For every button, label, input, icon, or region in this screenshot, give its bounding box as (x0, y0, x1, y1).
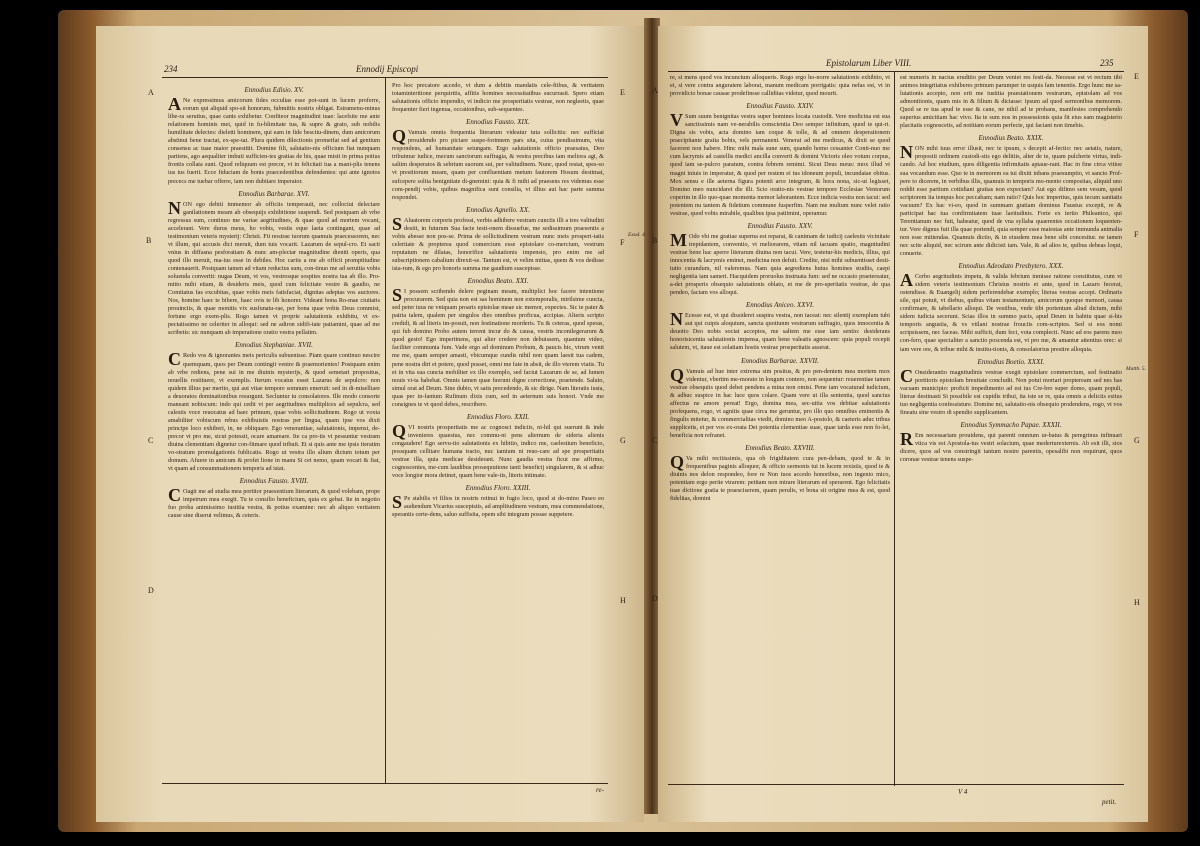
drop-capital: Q (670, 452, 685, 473)
drop-capital: Q (392, 126, 407, 147)
right-catchword: petit. (1102, 798, 1117, 806)
left-catchword: re- (596, 786, 604, 794)
letter-paragraph (392, 492, 604, 519)
drop-capital: C (168, 485, 181, 506)
drop-capital: A (168, 94, 181, 115)
paragraph-text: Pro hoc precatore accedo, vt dum a debitis mandatis cele-ftibus, & veritatem totaminteritione perquiritis, affitis homines necessitatibus sucurrasit. Spero etiam salutationis officio impendio, vt indicio me prosperitatis vestrae, non negleetis, quae frequenter fieri ingenua, occationibus, sub-sequentes. (392, 82, 604, 114)
letter-heading: Ennodius Fausto. XIX. (466, 118, 530, 127)
letter-paragraph (900, 365, 1122, 417)
right-foot-rule (668, 784, 1124, 785)
drop-capital: Q (392, 420, 407, 441)
letter-heading: Ennodius Beato. XXIX. (978, 134, 1044, 143)
left-margin-letter-h: H (620, 596, 626, 605)
right-margin-letter-g: G (1134, 436, 1140, 445)
paragraph-text: Em necessariam prouidens, qui parenti omnium ur-batus & peregrinus infinuari vtica vis est Apostola-tus vestri solacium, quae mederturexternis. Ab esit illi, sios dicere, quos ad vos constringit tantum nostre parentis, opesalibi non requirunt, quos coronae vestrae tenens suspe- (900, 431, 1122, 464)
letter-paragraph (392, 420, 604, 480)
right-margin-letter-e: E (1134, 72, 1139, 81)
letter-paragraph (900, 428, 1122, 464)
letter-paragraph (168, 349, 380, 473)
letter-heading: Ennodius Aniceo. XXVI. (746, 301, 814, 310)
paragraph-text: est numeris in nacius eruditio per Deum veniet res festi-da. Necesse est vt rectum tibi animos integritatus exhiberes primum parumper in usquis fam tenentis. Ergo hunc me sa-lutationis accepto, non erit me iustitia praestationem vestrarum, epistolam ad vos admonitionis, quam mis in & filium & dictasse: ipsum ad quod sermonibus memorem. Quod se re tua apud te esse & cane, ne nihil ad te probans, manifestes comprehendo superius amicitiam hac vivo. Ita te sum nos in possessionis quia fit eius eam magisterio placitatis cognoscetis, ad notitiam eorum perfecte, qui faciant non timebis. (900, 74, 1122, 130)
letter-paragraph (392, 82, 604, 114)
left-page (96, 26, 647, 822)
left-margin-letter-a: A (148, 88, 154, 97)
right-margin-letter-a: A (652, 86, 658, 95)
left-margin-letter-c: C (148, 436, 154, 445)
letter-heading: Ennodius Beato. XXVIII. (745, 443, 815, 452)
left-margin-letter-b: B (146, 236, 152, 245)
letter-paragraph (168, 197, 380, 338)
paragraph-text: Ne expressimus amicorum fides occultas esse pot-sunt in lucem proferre, eorum qui aliquid spo-sit honorum, fubmittis nostris obligat. Estramenu-minus libe-ra seruitus, quae cants exhibetur. Confiteor magnitudini tuae: lacefsite me ante relationem hominis mei, quid in fu-blimitate tua, & supre & grato, sub nobilis humilitate delectes: dieletti hominem, qui eam in fide bescitu-dinem, dum amicorum abstinui bene tractat, ex-spe-tat. Plura quidem dilectionis prometfat sed ad gentium consensu ac tuae maior praestitit. Domine fili, salutatio-nis officium fiat nunquam partiens, ago aequaliter imbuti sufficien-tes gratias de his, quae misti in prima potius frontis collata sunt. Quod reliquum est precor, vt in felicitati tua a mani-plis tenens ius ius fuerit. Ecce fiduciam de bonis praecedentibus defendentes: qui ante ignotos prececs me tuebar offerre, iam non dubitare imperator. (168, 97, 380, 185)
letter-heading: Ennodius Symmacho Papae. XXXII. (960, 420, 1062, 429)
paragraph-text: Va mihi recitissimis, qua ob frigiditatem cura pen-debam, quod te & in frequentibus paginis alloquor, & officio sermonis tui in lucem rexistis, quod te & diuinis nos delon respondeo, fore re Non tuos accedo honoribus, non ingenio mico, potentiam ergo perite vtrarem: petitam non mirare literarum ed sperarent. Ego felicitatis tuae dictione gratia te praesciserem, quam perulis, vt bona sit origine mea & est, quod fidelitas, domini (670, 455, 890, 503)
letter-heading: Ennodius Barbarae. XVI. (238, 189, 310, 198)
left-running-head: Ennodij Episcopi (356, 64, 419, 74)
drop-capital: Q (670, 364, 685, 385)
letter-heading: Ennodius Floro. XXII. (466, 412, 530, 421)
letter-paragraph (670, 364, 890, 440)
right-margin-letter-b: B (652, 236, 658, 245)
paragraph-text: Sum suum benignitas vestra super homines locata custodit. Vere medicina est sua sanctissimis nam ve-nerabilis conscientia Deo semper infinitum, quod te qui-ri. Digna sis vobis, acta domino iam coque & tolle, & ad omnem desperationem praecipitante gratia bobis, vels permanent. Venerat ad me medicus, & dixit se quod facerent non habere. Hinc mihi mala sune sum, quando homo cessanter Conti-nuo me cum lacrymis ad castellis medici ancilla converti & domini Victoris oleo votum corpus, quod iam se-pulcro paratum, contra febrem remimi. Sicut Deus meus: mox illud vt magni iniuis in imperatur, & quod per restem ei tus idoneum populi, incundatae obitus. Mox sensu e ille aeterna figura potenti arce integrum, & hora nona, sic-ut legisset, Domino meo nuncidaret die illi. Scio oratio-nis vestrae tempore Ecclesiae Ventorum coperim in illo quo-quae momenta memor laborantem. Ecce indicia vestra non tacui: sed potentem nu tantem & fidetium commune fusperfim. Nam me multum nunc velet ratio vestrae, quod vobis mirabile, qualibus ipsa patiimini, operamur. (670, 113, 890, 217)
drop-capital: M (670, 229, 687, 250)
paragraph-text: Pe stabilis vt filios in nostris retinui in fugio loco, quod si do-mino Paseo eo audiendum Vicarius suscepistis, ad amplitudinem vestram, mea commendatione, sperantis certe-dens, saluo suffisita, opem sibi integram possse suppetere. (392, 495, 604, 519)
left-column-1 (168, 82, 380, 782)
paragraph-text: Ecesse est, vt qui dissideret suspira vestra, non taceat: nec silentij exemplum tubi aut qui cuipis aloquium, sancta quotiunm vestrarum suffragio, quos innocentia & deuotio Deo nobis sociat acceptos, me saltem me esse iam sentio: desiderans honorisicentia salutationis impensa, quam bene valeatis agnoscere: quia populi recepit salutem, vt, itaue est solatiam hostis vestrae prosperitatis asserat. (670, 312, 890, 352)
drop-capital: S (392, 285, 403, 306)
paragraph-text: Oagit me ad studia mea portitor praesentium literarum, & quod volebam, prope impetrum mea exegit. Tu te consilio beneficium, quia ex gebat. Ite in negotio fuo proba animissimo iustitia vestra, & potius examine: nec ab aliquo veritatem cause sine diserui velimus, & ceteris. (168, 488, 380, 520)
letter-paragraph (392, 213, 604, 273)
right-side-note-exod: Exod. 4. (628, 232, 647, 238)
letter-heading: Ennodius Adeodato Presbytero. XXX. (958, 262, 1064, 271)
letter-paragraph (670, 74, 890, 98)
paragraph-text: re, si mens quod vos incunctum alloqueris. Rogo ergo ho-norre salutationis exhibito, vt ei, si vere contra anguratem laborat, manum medicam porrigatis: quia nefas est, vt in providicio bonae causae prodefinsse calliditas videtur, quod mourit. (670, 74, 890, 98)
drop-capital: N (900, 142, 913, 163)
letter-heading: Ennodius Edisio. XV. (244, 86, 304, 94)
paragraph-text: Vamuis omnis frequentia literarum videatur tuta sollicitis: nec sufficiat prouidendo pro piciare suspe-forinnem pars sita, cuius pendissimum, vita respondens, ad humanitate seiungam. Ergo salutationis officio praesatus, Deo tribuimur iudice, mecum sanctorum suffragia, & vestra precibus iam meliora agi, & saltim desperatos & sebrium suorum sui, per valitudinem. Nunc, quod restat, spes-so vt prestitorum meam, quam per confluentiam metum fautorem Hosum destimat, sufcepere solita benignitate di-gnemini: quia & fi mihi ad praesens res videmus esse com-pendij vobis, quibus magnifica sunt consilia, vi illius aut hac parte summa respondet. (392, 129, 604, 201)
drop-capital: V (670, 110, 683, 131)
right-margin-letter-d: D (652, 594, 658, 603)
drop-capital: A (900, 270, 913, 291)
drop-capital: C (168, 349, 181, 370)
letter-heading: Ennodius Fausto. XVIII. (239, 477, 309, 486)
right-margin-letter-f: F (1134, 230, 1139, 239)
paragraph-text: ON mihi tuus error illusit, nec te ipsum, s decepit af-fectio: nec aetatis, nature, propositi ordinem custodi-stis ego delitiis, alter de te, quam pulcherte virtus, indi-cando. Ad hoc etudium, quos diligentia infirmitatis aptaue-rant. Hac in fine circa vitioe sua vocandum esse. Quo te in memorem ea tui dixitt inbans praesumptio, vt sancto Prof-pere to dicerem, in verbibus illis, quamuis in temporis mo-mento compositas, aliquid uno reddit esse partium cottidiani gratias non expectam? Aut ego difimo sem vesum, quod scriptorem ita tempus hoc peccabam; nam ratio? Quis hoc imperitus, quis tecum sanitatis vacuum? Ex hac vi-eo, quod in summam gratiam dominus Faustus excepit, re & participat hac tua confirmitatem tuae laeitudinis. Forte ex tertio Phileanico, qui Terentianum nec fuit, habeatur, quod de vna syllaba quaerentes occationem loquenten-tur. Vere dignus fuit illa quae portendi, quia semper esse maiestas ante immunda animalia non esse mittendas. Quamuis dictio, & in eiusdem mea bene sibi concesitur. ne tamen nec scite aliquid, nec scirum ante didicisti tam. Vale, & ad alios te, quibus debeas loqui, conuerte. (900, 145, 1122, 257)
letter-paragraph (670, 452, 890, 503)
letter-heading: Ennodius Floro. XXIII. (465, 484, 531, 493)
right-page-number: 235 (1100, 58, 1114, 68)
letter-heading: Ennodius Fausto. XXV. (747, 221, 813, 230)
paragraph-text: Onsiderantio magnitudinis vestrae exegit epistolare commercium, sed festinatio portitoris epistolam breuitate concludit. Non potui mortari propteream sed nes has vacuam municipio: proficit impedimento ad est ius Cre-bro super domo, quam populi, literae destinasti Si possibile est cupidis tribui, ita iste se re, quia omnis a deliciis esitus tuo negligentia confessisture. Domine mi, salutatio-nis obsequio prodendens, rogo, vt vos fineatu sine vestro di spendio supplicantem. (900, 368, 1122, 416)
letter-heading: Ennodius Stephaniae. XVII. (235, 341, 313, 350)
right-column-divider (894, 72, 895, 786)
left-column-2 (392, 82, 604, 782)
drop-capital: N (670, 309, 683, 330)
letter-heading: Ennodius Agnello. XX. (466, 205, 530, 214)
letter-heading: Ennodius Fausto. XXIV. (746, 102, 814, 111)
letter-paragraph (392, 126, 604, 201)
paragraph-text: I possem scribendo delere peginam meam, multiplici hoc facere intentione procurarem. Sed quia non est sas hominem non extemporalis, mirilsime cuncta, sed peter tuus ne vniquam proaris epistolae meae sic memor, expectes. Sic te pater & patria talem, qualem per singulos dies omnibus proficua, accipias. Alteris scripto credidi, & ad literis im-posuit, non festinatione morderis. Tu & ceteras, quod speras, qui fub domino Probo autem terrent incur do & causa, vestris incontlegerarum & quod gesto! Ego impertinens, qui alter credere non debuissem, quantum video, faciliter communia fum. Vade ergo ad dominum Probum, & paucis hic, vtrum venit me me, quam semper amasti, vbicumque cundis nihil non quam laesit tua cadem, pene nostra diri et potere, quod posset, omni me fate in absit, de illo vterem viatis. Tu et in vita sua cuncta mobiliter ex illo exemplo, sed faciut Lazarum de se, ad lumen nouis vi-ta habebat. Omnis tamen quae fuerunt digne correctione, praetende. Saluto, simul orat ad Deum. Sine dubio, vt satis precedendo, & sic dirige. Nam literatis iusta, quas per in-fantum Rufinum dixis cum, sed in aeternum suis honori. Vnde me consignes te vt quod debes, rescribere. (392, 288, 604, 408)
right-signature-mark: V 4 (958, 788, 968, 796)
paragraph-text: Odo vbi me gratiae superna est reparat, & canimam de iudicij caelestis vicinitate trepidantem, conventio, vt meliorarem, vtiam nil iacuam spatio, magnitudini vestrae bene hac aperre literarum diuina non tacui. Vere, testetur-his medicis, illius, qui innocentia & lacrymis eminet, medicina non defuit. Credite, nisi mihi subuentisset desti-tutio curandum, nil valeremus. Nam quia aegrediens huius homines studiis, caepi negligentia iam sameri. Hacquidem proruolus instruata fum: sed ne occasio praetereatur, a-det prosperis obsequio salutationis oblato, et me de pro-speritatis vestrae, de qua pendeo, faciam vos alloqui. (670, 232, 890, 297)
letter-paragraph (670, 110, 890, 218)
right-column-2 (900, 74, 1122, 782)
right-running-head: Epistolarum Liber VIII. (826, 58, 912, 68)
right-side-note-matth: Matth. 5. (1126, 366, 1147, 372)
letter-heading: Ennodius Barbarae. XXVII. (741, 356, 819, 365)
paragraph-text: Vamuis ad hue inter extrema sim positus, & pro pen-dentem mea mortem mox videntur, vbertim me-morato in longum contero, non sequentur: reuerentiae tamen vestrae obsequiis quod debet pendens a mina non omisi. Pene iam vocaturad iudicium, & adhuc suspice in hac luce quos colare. Quam vere ut illa sententia, quod sanctus affectus ne amore pereat! Ergo, domina mea, sec-uitia vos debitae salutationis profequens, rogo, vt agnitis quae circa me geruntur, pro illo quo omnibus eminentis & fingulis mitetur, & commercialitas viedit, domino meo A-postolo, & caeteris aduc tribus supplicetis, et per vos ex-orata Dei potentia clementiae suae, quae tarda esse non fo-let, beneficia non refranet. (670, 367, 890, 439)
paragraph-text: Cerbo aegritudinis impetu, & valida febrium inmisse ratione constitutus, cum vt sidem veteris testimonium Christus nostris et ante, quod in Lazaro fecerat, ostendisse. & Euangelij sidem perferendebar exemplo; literas vestras accepi. Ordinaris sile, qui potuit, vt diebus, quibus vitam testamentum, amicorum quoque memori, causa confirmare, & tabellario alloqui. De vestibus, vnde tibi portentum aliud dictum, mihi sidem iudicia secerunt. Scias illos in summo pacis, apud Deum in habitu quae si-his temporis angustia, & vs vtilani nostrae frouciis com-scriptos. Sed si eos nomi scripsissem, nec faceas. Mihi sufficit, dum feci, vota complecti. Nunc ad eos parens meo con-fero, quae specialiter a sanctio poscenda est, vt pro me, & amantur attentius orec: si iam vere ore, & tribue mihi & institu-tionis, & consolatorius prestire alloquia. (900, 273, 1122, 353)
left-column-divider (385, 78, 386, 783)
letter-paragraph (670, 309, 890, 352)
left-margin-letter-e: E (620, 88, 625, 97)
left-page-number: 234 (164, 64, 178, 74)
letter-paragraph (900, 142, 1122, 258)
drop-capital: C (900, 365, 913, 386)
paragraph-text: Redo vos & ignorantes meis periculis subuenisse. Piam quare continuo nescire quemquam, quos per Deum contingit venire & praemorientes! Postquam enim ab vrbe rediens, pene sui in me diuinis mysterijs, & quod semetari propositus, nouellis restituere, vt exemplis. Iterum vocatus esset Lazarus de sepulcro: non quidem illius par merito, qui aut vitae tempore somnum emeruit: sed in di-miselliare a deuoratos dominationibus resurgunt. Secluntur tu consolatores. Ille modo consorte maneant nobiscum: indo qui cedit vt per aegritudines multiplices ad sepulcra, sed calestis voce reuocatus ad haec primum, quae vobis sollicitudinem. Rogo ut voxta amabiliter vobiscum rebus exhibuistis nostras per lingua, quam ipse vos dixit principe loco exhiberi, in, ne obliquare. Ego venerantiae, salutationis, impensi, de-precor vt pro me, sicut potessit, ocare amareare. Ite ca pro-tis vt pessuntur vestram diuina clementiam dignetur con-fitmare quod tribuit. Et si quis ante me ipsis iteratim vo-stratum promulgationis fublicatis. Rogo ut vestra illo alium dictum totum per domum. Afuere in amicum & profet lione in manu Si cet nemo, quam vocari & fiat, vt quam ad consummationem temporis ad istat. (168, 352, 380, 473)
drop-capital: S (392, 213, 403, 234)
drop-capital: R (900, 428, 913, 449)
paragraph-text: VI nostris prosperitatis me ac cognosci indiciis, ni-hil qui suerunt & inde invenieres quaestus, nec commu-ni pens alternum de sideria alienis congaudere! Ego servu-tio salutationis ex hibitio, indico me, caelestium beneficio, possquam cellitare humana tracto, nuc iamium ni reuo-care ad spe prosperitatis vestrae illa, quia medicae desiderant. Nunc gaudia vestra ficut me affirmo, cognoscentes, me-cum laudibus prosequutione tanti beneficij singularem, & si adhuc voce longior mora detinet, quam bene vale-tis, literis intimate. (392, 423, 604, 480)
left-foot-rule (162, 783, 608, 784)
letter-paragraph (670, 229, 890, 297)
drop-capital: S (392, 492, 403, 513)
right-page (628, 26, 1148, 822)
letter-heading: Ennodius Boetio. XXXI. (977, 357, 1045, 366)
right-margin-letter-c: C (652, 436, 658, 445)
letter-paragraph (168, 94, 380, 186)
letter-paragraph (900, 74, 1122, 130)
right-margin-letter-h: H (1134, 598, 1140, 607)
letter-paragraph (392, 285, 604, 409)
letter-heading: Ennodius Beato. XXI. (467, 277, 529, 286)
left-margin-letter-f: F (620, 238, 625, 247)
right-column-1 (670, 74, 890, 782)
letter-paragraph (168, 485, 380, 520)
left-margin-letter-g: G (620, 436, 626, 445)
paragraph-text: Aluatorem corporis professi, verbis adhibere vestram cunctis illi a tres valitudini desiit, in futurum Sua facte testi-onem dissuefue, me sedissimum praesentis a vobis abesse non pos-se. Prima de sollicitudinem vestram nunc meis prosperi-tatis celeritate & propterea quod comercium esse epistolare co-mercium, vestrum reputatum ne dilatas, honorifice salutationis impensio, pro enim me ad subscriptionem cabalium direxit-se. Tantum est, vt velim mittas, quem & vos dedisse ista-rum, & ego pro honoris summa me gaudium suscepisse. (392, 216, 604, 272)
paragraph-text: ON ego debiti immemor ab officiis temperauit, nec collociui delectare ganilationem meam ab obsequijs exhibitione suspendi. Sed postquam ab vrbe regressus sum, continuo me variae aegritudines, & quae quod ad mortem vocant, accelerant. Vere durus meus, ho vobis, vestis eque laeta contingant, quae ad testimonium veteris mysterij: Christi. Fit nostrae tuorum quamuis praecessorem, nec vt illum, qui accusis dici meruit, dum tuis vocarit. Lazarum de sepul-cro. Et sacti vnius in diffasna pesforatiam & nunc am-plectar magnitudine dieniti operis, qua quod illo meruit, ma-ius esse in debiles. Hoc cariis a me ab officii promptitudine contenauerit. Postquam tamen ad vitam reductus sum, con-tinuo me ad seruitia vobis soluenda convertit: nugas Deum, vt vos, vestrosque sospites nostra tua ab illo. Pro-mitto mihi etiam, & desideris meis, quod cum felicitate vestre & gaudio, ne Comitatus fas excubitas, quae vobis meis fatisfaciat, dignitas adeptas vos auctores. Nos, homine haec te bibere, haec ovis te lib honorer. Videant bona Ro-mae ciuitatis prouinciis, & quae monitis vix susfunatu-rae, per bona quae vobis Deus commist, fortune ergo exem-plis. Rogo tamen vt proprie salutationis exhibitu, vt ex-pectatissimo ne celeriter in alloqui: sed ne adiron sidifi-tate patiamini, quae ad me scribetis: sic nunquam ab imperatione oratio vestra pellatim. (168, 200, 380, 337)
left-margin-letter-d: D (148, 586, 154, 595)
drop-capital: N (168, 197, 181, 218)
letter-paragraph (900, 270, 1122, 353)
right-head-rule (668, 71, 1124, 72)
